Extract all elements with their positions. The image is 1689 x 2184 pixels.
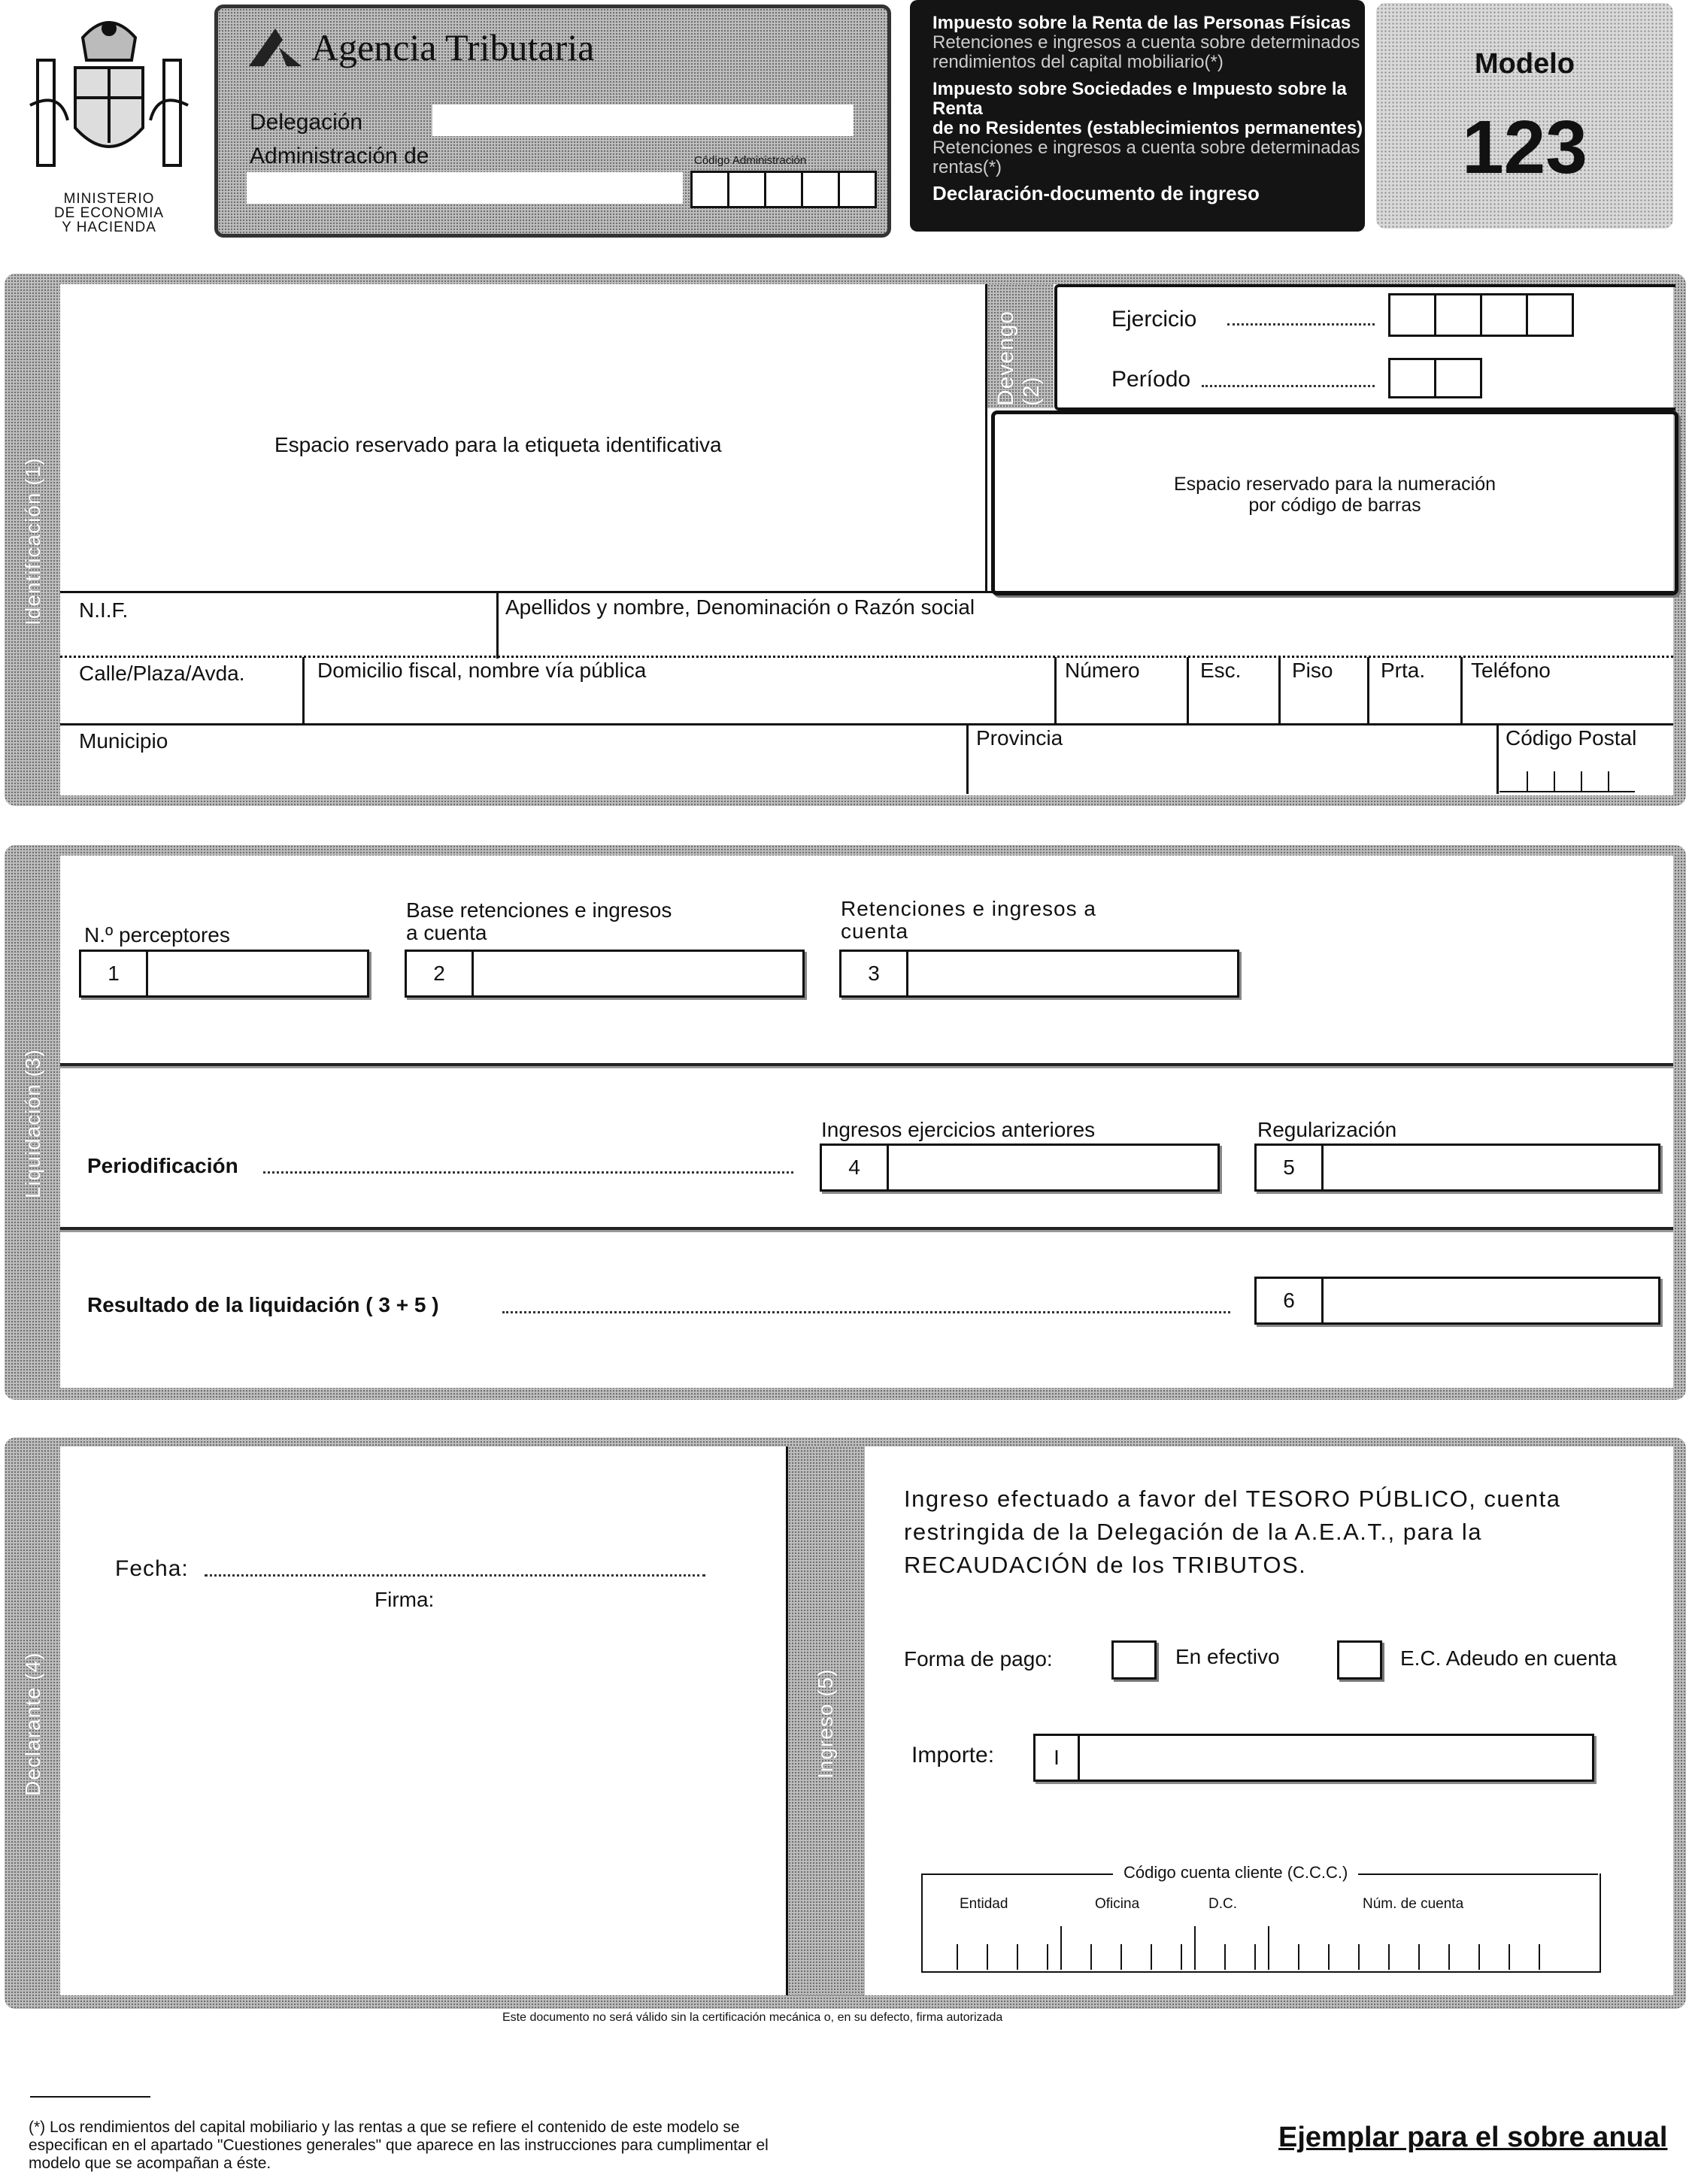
box-2-number: 2 <box>407 952 474 995</box>
ministry-logo <box>23 15 196 233</box>
nif-field[interactable] <box>60 592 496 656</box>
prta-label: Prta. <box>1381 659 1426 682</box>
box-6-number: 6 <box>1257 1279 1324 1322</box>
provincia-label: Provincia <box>976 726 1063 750</box>
retenciones-label: Retenciones e ingresos a cuenta <box>841 897 1096 943</box>
municipio-label: Municipio <box>79 729 168 753</box>
box-3[interactable] <box>839 950 1239 998</box>
tax-title-text: Impuesto sobre la Renta de las Personas Físicas Retenciones e ingresos a cuenta sobre determinados rendimientos del capital mobiliario(*) Impuesto sobre Sociedades e Impuesto sobre la Renta de no Residentes (establecimientos permanentes) Retenciones e ingresos a cuenta sobre determinadas rentas(*) Declaración-documento de ingreso <box>932 13 1363 204</box>
modelo-label: Modelo <box>1475 48 1575 80</box>
ccc-entidad-label: Entidad <box>960 1896 1008 1912</box>
piso-label: Piso <box>1292 659 1333 682</box>
municipio-field[interactable] <box>60 725 966 791</box>
periodo-leader <box>1202 385 1375 387</box>
ccc-dc-label: D.C. <box>1208 1896 1237 1912</box>
agency-logo <box>245 25 594 70</box>
importe-prefix: I <box>1036 1736 1080 1780</box>
delegacion-field[interactable] <box>432 105 854 136</box>
adeudo-checkbox[interactable] <box>1337 1640 1382 1680</box>
ccc-field[interactable] <box>940 1925 1572 1970</box>
adeudo-label: E.C. Adeudo en cuenta <box>1400 1646 1617 1670</box>
etiqueta-text: Espacio reservado para la etiqueta identificativa <box>274 433 722 456</box>
fecha-field[interactable] <box>205 1574 705 1577</box>
ejercicio-field[interactable] <box>1388 293 1572 337</box>
box-4-number: 4 <box>822 1146 889 1189</box>
agency-panel <box>214 5 891 238</box>
box-3-number: 3 <box>841 952 908 995</box>
devengo-label: Devengo (2) <box>993 310 1044 406</box>
nif-divider <box>496 592 499 659</box>
forma-pago-label: Forma de pago: <box>904 1647 1053 1671</box>
codigo-admin-label: Código Administración <box>694 154 807 167</box>
box-5-number: 5 <box>1257 1146 1324 1189</box>
telefono-label: Teléfono <box>1471 659 1551 682</box>
ingreso-side-label: Ingreso (5) <box>814 1668 837 1780</box>
declarante-side-label: Declarante (4) <box>21 1652 44 1796</box>
agency-logo-icon <box>245 25 305 70</box>
periodo-field[interactable] <box>1388 358 1480 398</box>
footnote: (*) Los rendimientos del capital mobiliario y las rentas a que se refiere el contenido de este modelo se especifican en el apartado "Cuestiones generales" que aparece en las instrucciones para cumplimentar el modelo que se acompañan a éste. <box>29 2119 769 2172</box>
apellidos-field[interactable] <box>499 592 1672 656</box>
numero-label: Número <box>1065 659 1140 682</box>
cp-divider <box>1496 725 1499 794</box>
ejemplar-label: Ejemplar para el sobre anual <box>1278 2122 1668 2153</box>
codigo-postal-field[interactable] <box>1499 756 1635 792</box>
domicilio-label: Domicilio fiscal, nombre vía pública <box>317 659 647 682</box>
liquidacion-side-label: Liquidación (3) <box>21 1049 44 1199</box>
box-5[interactable] <box>1254 1143 1660 1192</box>
apellidos-label: Apellidos y nombre, Denominación o Razón social <box>505 595 975 619</box>
ccc-oficina-label: Oficina <box>1095 1896 1140 1912</box>
agency-name: Agencia Tributaria <box>311 26 595 68</box>
codigo-postal-label: Código Postal <box>1506 726 1637 750</box>
ccc-title: Código cuenta cliente (C.C.C.) <box>1113 1863 1358 1883</box>
administracion-label: Administración de <box>250 144 429 168</box>
telefono-field[interactable] <box>1463 657 1673 722</box>
prta-divider <box>1367 657 1369 723</box>
base-label: Base retenciones e ingresos a cuenta <box>406 898 672 944</box>
ingreso-text: Ingreso efectuado a favor del TESORO PÚBLICO, cuenta restringida de la Delegación de la A.E.A.T., para la RECAUDACIÓN de los TRIBUTOS. <box>904 1486 1561 1578</box>
regularizacion-label: Regularización <box>1257 1118 1397 1141</box>
liq-divider-2 <box>60 1227 1673 1230</box>
ministry-name: MINISTERIO DE ECONOMIA Y HACIENDA <box>53 191 165 235</box>
esc-label: Esc. <box>1200 659 1242 682</box>
ingresos-anteriores-label: Ingresos ejercicios anteriores <box>821 1118 1096 1141</box>
delegacion-label: Delegación <box>250 110 363 135</box>
efectivo-label: En efectivo <box>1175 1645 1280 1668</box>
tax-title-panel <box>910 0 1365 232</box>
box-1-number: 1 <box>81 952 148 995</box>
ejercicio-leader <box>1227 323 1375 326</box>
numero-divider <box>1054 657 1057 723</box>
resultado-leader <box>502 1311 1230 1313</box>
ejercicio-label: Ejercicio <box>1111 307 1197 332</box>
firma-area[interactable] <box>75 1624 767 1985</box>
domicilio-field[interactable] <box>305 657 1057 722</box>
periodo-label: Período <box>1111 367 1191 392</box>
esc-divider <box>1187 657 1189 723</box>
box-2[interactable] <box>405 950 805 998</box>
barcode-text: Espacio reservado para la numeración por código de barras <box>1173 474 1496 516</box>
coat-of-arms-icon <box>23 15 196 180</box>
administracion-field[interactable] <box>247 172 683 204</box>
box-1[interactable] <box>79 950 369 998</box>
validity-note: Este documento no será válido sin la certificación mecánica o, en su defecto, firma autorizada <box>502 2011 1003 2024</box>
perceptores-label: N.º perceptores <box>84 923 230 947</box>
nif-label: N.I.F. <box>79 598 129 622</box>
fecha-label: Fecha: <box>115 1556 189 1581</box>
resultado-label: Resultado de la liquidación ( 3 + 5 ) <box>87 1293 439 1316</box>
firma-label: Firma: <box>374 1588 435 1611</box>
footnote-rule <box>30 2096 150 2098</box>
box-6[interactable] <box>1254 1277 1660 1325</box>
box-4[interactable] <box>820 1143 1220 1192</box>
modelo-panel <box>1376 3 1673 229</box>
identificacion-side-label: Identificación (1) <box>21 457 44 626</box>
codigo-admin-field[interactable] <box>690 171 875 208</box>
provincia-field[interactable] <box>969 725 1495 791</box>
periodificacion-leader <box>263 1171 793 1174</box>
efectivo-checkbox[interactable] <box>1111 1640 1157 1680</box>
importe-field[interactable] <box>1033 1734 1594 1782</box>
modelo-number: 123 <box>1462 105 1587 189</box>
piso-divider <box>1278 657 1281 723</box>
liq-divider-1 <box>60 1063 1673 1066</box>
calle-label: Calle/Plaza/Avda. <box>79 662 245 685</box>
importe-label: Importe: <box>911 1743 995 1767</box>
periodificacion-label: Periodificación <box>87 1154 238 1177</box>
ccc-cuenta-label: Núm. de cuenta <box>1363 1896 1464 1912</box>
